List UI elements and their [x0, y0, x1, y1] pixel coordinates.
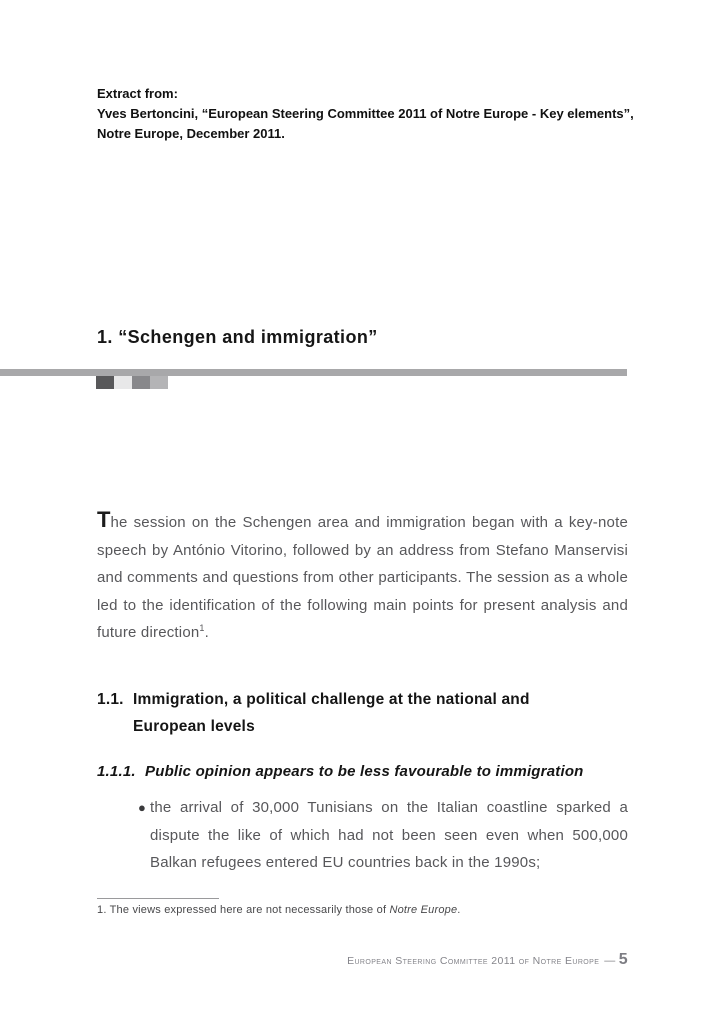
footnote-suffix: . [457, 904, 461, 916]
footer-running-title: European Steering Committee 2011 of Notre Europe [347, 955, 600, 967]
color-swatch-1 [96, 376, 114, 389]
footnote-prefix: 1. The views expressed here are not necessarily those of [97, 904, 390, 916]
bullet-icon: ● [138, 800, 147, 815]
intro-text: he session on the Schengen area and immigration began with a key-note speech by António Vitorino, followed by an address from Stefano Manservisi and comments and questions from other participants. The session as a whole led to the identification of the following main points for present analysis and future direction [97, 514, 628, 641]
chapter-heading: 1. “Schengen and immigration” [97, 327, 378, 347]
page-number: 5 [618, 951, 628, 968]
section-title: Immigration, a political challenge at the national and European levels [133, 691, 530, 735]
extract-line-3: Notre Europe, December 2011. [97, 126, 285, 141]
footnote-text [97, 904, 628, 916]
color-swatch-4 [150, 376, 168, 389]
footnote-reference: 1 [199, 623, 205, 633]
bullet-text: the arrival of 30,000 Tunisians on the Italian coastline sparked a dispute the like of which had not been seen even when 500,000 Balkan refugees entered EU countries back in the 1990s; [150, 799, 628, 871]
footnote-italic: Notre Europe [389, 904, 458, 916]
subsection-title: Public opinion appears to be less favourable to immigration [145, 763, 584, 780]
footnote-divider [97, 898, 219, 899]
subsection-number: 1.1.1. [97, 763, 136, 780]
page-footer [97, 951, 628, 969]
footer-separator: — [604, 955, 616, 967]
extract-citation [97, 84, 662, 144]
color-swatch-row [96, 376, 168, 389]
intro-paragraph [97, 506, 628, 647]
dropcap-letter: T [97, 507, 111, 532]
extract-line-1: Extract from: [97, 86, 178, 101]
heading-rule-bar [0, 369, 627, 376]
section-number: 1.1. [97, 691, 124, 708]
section-heading-1-1 [97, 686, 597, 740]
extract-line-2: Yves Bertoncini, “European Steering Committee 2011 of Notre Europe - Key elements”, [97, 106, 634, 121]
color-swatch-2 [114, 376, 132, 389]
intro-period: . [204, 624, 210, 641]
section-heading-1-1-1 [97, 763, 628, 780]
color-swatch-3 [132, 376, 150, 389]
bullet-list-item [138, 794, 628, 877]
